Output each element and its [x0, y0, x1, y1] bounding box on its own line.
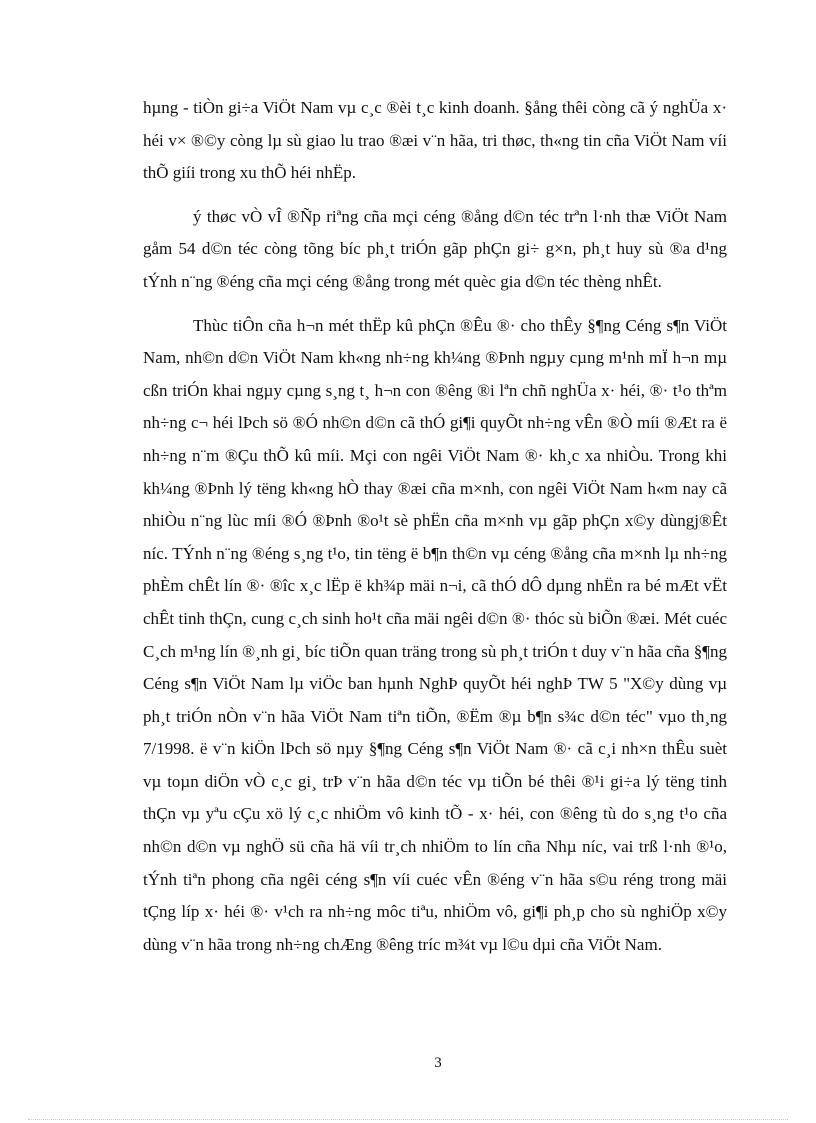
page-bottom-divider: [28, 1119, 788, 1120]
page-body: [143, 92, 727, 972]
paragraph: ý thøc vÒ vÎ ®Ñp riªng cña mçi céng ®ång d©n téc trªn l·nh thæ ViÖt Nam gåm 54 d©n téc còng tõng bíc ph¸t triÓn gãp phÇn gi÷ g×n, ph¸t huy sù ®a d¹ng tÝnh n¨ng ®éng cña mçi céng ®ång trong mét quèc gia d©n téc thèng nhÊt.: [143, 206, 727, 291]
paragraph: Thùc tiÔn cña h¬n mét thËp kû phÇn ®Êu ®· cho thÊy §¶ng Céng s¶n ViÖt Nam, nh©n d©n ViÖt Nam kh«ng nh÷ng kh¼ng ®Þnh ngµy cµng m¹nh mÏ h¬n mµ cßn triÓn khai ngµy cµng s¸ng t¸ h¬n con ®êng ®i lªn chñ nghÜa x· héi, ®· t¹o thªm nh÷ng c¬ héi lÞch sö ®Ó nh©n d©n cã thÓ gi¶i quyÕt nh÷ng vÊn ®Ò míi ®Æt ra ë nh÷ng n¨m ®Çu thÕ kû míi. Mçi con ngêi ViÖt Nam ®· kh¸c xa nhiÒu. Trong khi kh¼ng ®Þnh lý tëng kh«ng hÒ thay ®æi cña m×nh, con ngêi ViÖt Nam h«m nay cã nhiÒu n¨ng lùc míi ®Ó ®Þnh ®o¹t sè phËn cña m×nh vµ gãp phÇn x©y dùngj®Êt níc. TÝnh n¨ng ®éng s¸ng t¹o, tin tëng ë b¶n th©n vµ céng ®ång cña m×nh lµ nh÷ng phÈm chÊt lín ®· ®îc x¸c lËp ë kh¾p mäi n¬i, cã thÓ dÔ dµng nhËn ra bé mÆt vËt chÊt tinh thÇn, cung c¸ch sinh ho¹t cña mäi ngêi d©n ®· thóc sù biÕn ®æi. Mét cuéc C¸ch m¹ng lín ®¸nh gi¸ bíc tiÕn quan träng trong sù ph¸t triÓn t duy v¨n hãa cña §¶ng Céng s¶n ViÖt Nam lµ viÖc ban hµnh NghÞ quyÕt héi nghÞ TW 5 "X©y dùng vµ ph¸t triÓn nÒn v¨n hãa ViÖt Nam tiªn tiÕn, ®Ëm ®µ b¶n s¾c d©n téc" vµo th¸ng 7/1998. ë v¨n kiÖn lÞch sö nµy §¶ng Céng s¶n ViÖt Nam ®· cã c¸i nh×n thÊu suèt vµ toµn diÖn vÒ c¸c gi¸ trÞ v¨n hãa d©n téc vµ tiÕn bé thêi ®¹i gi÷a lý tëng tinh thÇn vµ yªu cÇu xö lý c¸c nhiÖm vô kinh tÕ - x· héi, con ®êng tù do s¸ng t¹o cña nh©n d©n vµ nghÖ sü cña hä víi tr¸ch nhiÖm to lín cña Nhµ níc, vai trß l·nh ®¹o, tÝnh tiªn phong cña ngêi céng s¶n víi cuéc vÊn ®éng v¨n hãa s©u réng trong mäi tÇng líp x· héi ®· v¹ch ra nh÷ng môc tiªu, nhiÖm vô, gi¶i ph¸p cho sù nghiÖp x©y dùng v¨n hãa trong nh÷ng chÆng ®êng tríc m¾t vµ l©u dµi cña ViÖt Nam.: [143, 315, 727, 954]
page-number: 3: [434, 1055, 442, 1071]
paragraph: hµng - tiÒn gi÷a ViÖt Nam vµ c¸c ®èi t¸c kinh doanh. §ång thêi còng cã ý nghÜa x· héi v× ®©y còng lµ sù giao lu trao ®æi v¨n hãa, tri thøc, th«ng tin cña ViÖt Nam víi thÕ giíi trong xu thÕ héi nhËp.: [143, 98, 727, 183]
